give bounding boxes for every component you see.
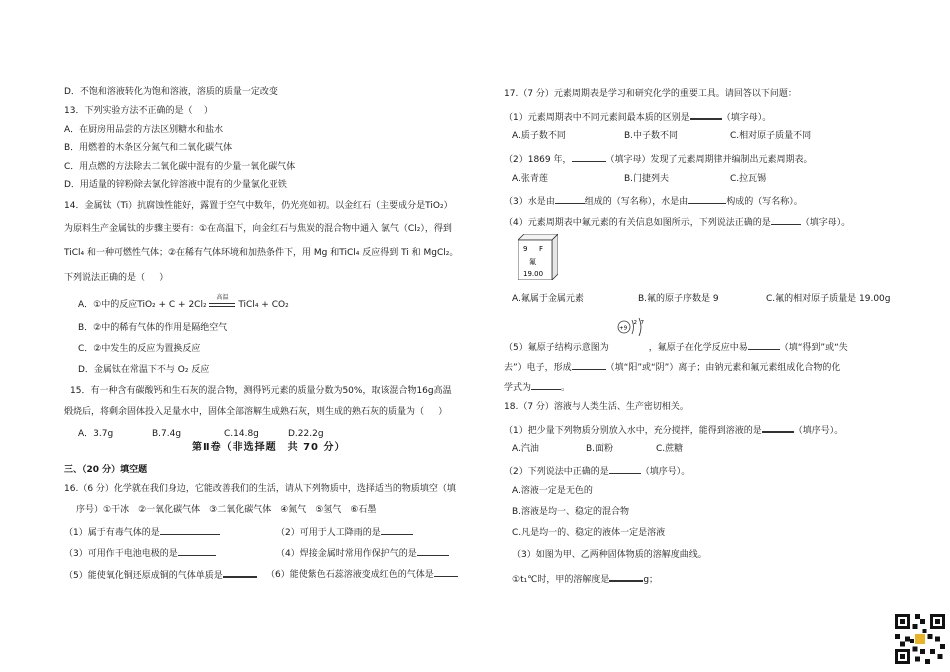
q17-item-5-line2: 去”）电子，形成 （填“阳”或“阴”）离子；由钠元素和氟元素组成化合物的化 (504, 360, 840, 374)
answer-blank[interactable] (555, 194, 585, 204)
q17-4-option-a: A.氟属于金属元素 (512, 294, 584, 304)
q15-option-d: D.22.2g (288, 429, 324, 439)
q16-item-2: （2）可用于人工降雨的是 (276, 525, 413, 539)
q18-item-1: （1）把少量下列物质分别放入水中，充分搅拌，能得到溶液的是 （填序号）。 (504, 422, 843, 437)
q14-stem-line4: 下列说法正确的是（ ） (64, 273, 169, 283)
answer-blank[interactable] (178, 546, 216, 556)
reaction-condition: 高温 (216, 294, 229, 301)
q16-item-4: （4）焊接金属时常用作保护气的是 (276, 546, 449, 560)
left-column (64, 0, 482, 672)
q13-option-d: D．用适量的锌粉除去氯化锌溶液中混有的少量氯化亚铁 (64, 180, 287, 190)
q18-2-option-b: B.溶液是均一、稳定的混合物 (512, 507, 630, 517)
q18-item-3: （3）如图为甲、乙两种固体物质的溶解度曲线。 (512, 550, 707, 560)
element-symbol: F (539, 245, 544, 253)
q15-option-b: B.7.4g (152, 429, 182, 439)
q14-stem-line2: 为原料生产金属钛的步骤主要有：①在高温下，向金红石与焦炭的混合物中通入 氯气（Cl₂），得到 (64, 224, 452, 234)
answer-blank[interactable] (381, 525, 413, 535)
answer-blank[interactable] (434, 567, 458, 577)
q16-item-3: （3）可用作干电池电极的是 (64, 546, 216, 560)
q17-4-option-c: C.氟的相对原子质量是 19.00g (766, 294, 891, 304)
q18-2-option-a: A.溶液一定是无色的 (512, 486, 593, 496)
q16-stem-line2: 序号）①干冰 ②一氧化碳气体 ③二氧化碳气体 ④氮气 ⑤氢气 ⑥石墨 (76, 505, 377, 515)
q18-1-option-c: C.蔗糖 (656, 444, 684, 454)
q13-stem: 13．下列实验方法不正确的是（ ） (64, 106, 213, 116)
answer-blank[interactable] (160, 525, 220, 535)
answer-blank[interactable] (223, 567, 257, 578)
q14-option-d: D．金属钛在常温下不与 O₂ 反应 (78, 365, 210, 375)
q17-1-option-c: C.相对原子质量不同 (730, 131, 812, 141)
fluorine-atom-structure-diagram (615, 315, 649, 339)
q14-option-a (78, 294, 289, 311)
q15-stem-line2: 煅烧后，将剩余固体投入足量水中，固体全部溶解生成熟石灰，则生成的熟石灰的质量为（ ） (64, 407, 448, 417)
q17-1-option-a: A.质子数不同 (512, 131, 566, 141)
answer-blank[interactable] (572, 360, 606, 370)
q17-stem: 17.（7 分）元素周期表是学习和研究化学的重要工具。请回答以下问题： (504, 89, 797, 99)
q15-option-a: A．3.7g (78, 429, 114, 439)
equation-left: A．①中的反应TiO₂ + C + 2Cl₂ (78, 300, 207, 310)
q12-option-d: D．不饱和溶液转化为饱和溶液，溶质的质量一定改变 (64, 87, 278, 97)
q14-stem-line3: TiCl₄ 和一种可燃性气体；②在稀有气体环境和加热条件下，用 Mg 和TiCl₄ 反应得到 Ti 和 MgCl₂。 (64, 248, 459, 258)
q17-1-option-b: B.中子数不同 (624, 131, 679, 141)
answer-blank[interactable] (771, 215, 801, 225)
q17-item-3: （3）水是由 组成的（写名称），水是由 构成的（写名称）。 (504, 194, 803, 208)
q18-1-option-a: A.汽油 (512, 444, 539, 454)
shell1-electrons: 2 (633, 320, 637, 326)
nucleus-charge: +9 (619, 325, 628, 332)
q16-item-1: （1）属于有毒气体的是 (64, 525, 220, 539)
q18-3-sub-1: ①t₁℃时，甲的溶解度是 g； (512, 571, 658, 586)
part3-heading: 三、（20 分）填空题 (64, 465, 148, 475)
q17-2-option-c: C.拉瓦锡 (730, 174, 767, 184)
q17-item-4: （4）元素周期表中氟元素的有关信息如图所示，下列说法正确的是 （填字母）。 (504, 215, 850, 229)
q17-item-1: （1）元素周期表中不同元素间最本质的区别是 （填字母）。 (504, 109, 771, 124)
q14-option-c: C．②中发生的反应为置换反应 (78, 344, 201, 354)
q16-item-5: （5）能使氧化铜还原成铜的气体单质是 (64, 567, 257, 582)
answer-blank[interactable] (417, 546, 449, 556)
section-title: 第Ⅱ卷（非选择题 共 70 分） (192, 442, 346, 453)
answer-blank[interactable] (572, 152, 606, 162)
right-column (504, 0, 894, 672)
q13-option-c: C．用点燃的方法除去二氧化碳中混有的少量一氧化碳气体 (64, 162, 296, 172)
q16-stem-line1: 16.（6 分）化学就在我们身边，它能改善我们的生活，请从下列物质中，选择适当的物质填空（填 (64, 484, 456, 494)
q13-option-a: A．在厨房用品尝的方法区别糖水和盐水 (64, 125, 224, 135)
q17-item-2: （2）1869 年， （填字母）发现了元素周期律并编制出元素周期表。 (504, 152, 813, 166)
qr-code (895, 614, 945, 664)
q16-item-6: （6）能使紫色石蕊溶液变成红色的气体是 (266, 567, 458, 581)
answer-blank[interactable] (609, 464, 641, 474)
equation-right: TiCl₄ + CO₂ (238, 300, 289, 310)
element-name: 氟 (529, 258, 536, 266)
atomic-number: 9 (523, 245, 528, 253)
answer-blank[interactable] (762, 422, 794, 433)
reaction-arrow (209, 294, 235, 311)
answer-blank[interactable] (688, 194, 726, 204)
q18-stem: 18.（7 分）溶液与人类生活、生产密切相关。 (504, 402, 689, 412)
q18-1-option-b: B.面粉 (586, 444, 614, 454)
q13-option-b: B．用燃着的木条区分氮气和二氧化碳气体 (64, 143, 233, 153)
answer-blank[interactable] (690, 109, 722, 120)
q17-item-5-line1: （5）氟原子结构示意图为 ，氟原子在化学反应中易 （填“得到”或“失 (504, 340, 848, 354)
answer-blank[interactable] (531, 380, 561, 390)
q15-stem-line1: 15．有一种含有碳酸钙和生石灰的混合物，测得钙元素的质量分数为50%，取该混合物16g高温 (70, 386, 452, 396)
q17-2-option-a: A.张青莲 (512, 174, 548, 184)
q17-item-5-line3: 学式为 。 (504, 380, 570, 394)
q18-item-2: （2）下列说法中正确的是 （填序号）。 (504, 464, 690, 478)
answer-blank[interactable] (748, 340, 780, 350)
answer-blank[interactable] (609, 571, 643, 582)
q14-option-b: B．②中的稀有气体的作用是隔绝空气 (78, 323, 228, 333)
q17-2-option-b: B.门捷列夫 (624, 174, 670, 184)
q18-2-option-c: C.凡是均一的、稳定的液体一定是溶液 (512, 528, 666, 538)
q17-4-option-b: B.氟的原子序数是 9 (638, 294, 719, 304)
shell2-electrons: 7 (640, 320, 644, 326)
atomic-mass: 19.00 (523, 270, 544, 278)
q14-stem-line1: 14．金属钛（Ti）抗腐蚀性能好，露置于空气中数年，仍光亮如初。以金红石（主要成分是TiO₂） (64, 201, 453, 211)
fluorine-element-cell (518, 234, 558, 280)
q15-option-c: C.14.8g (224, 429, 259, 439)
